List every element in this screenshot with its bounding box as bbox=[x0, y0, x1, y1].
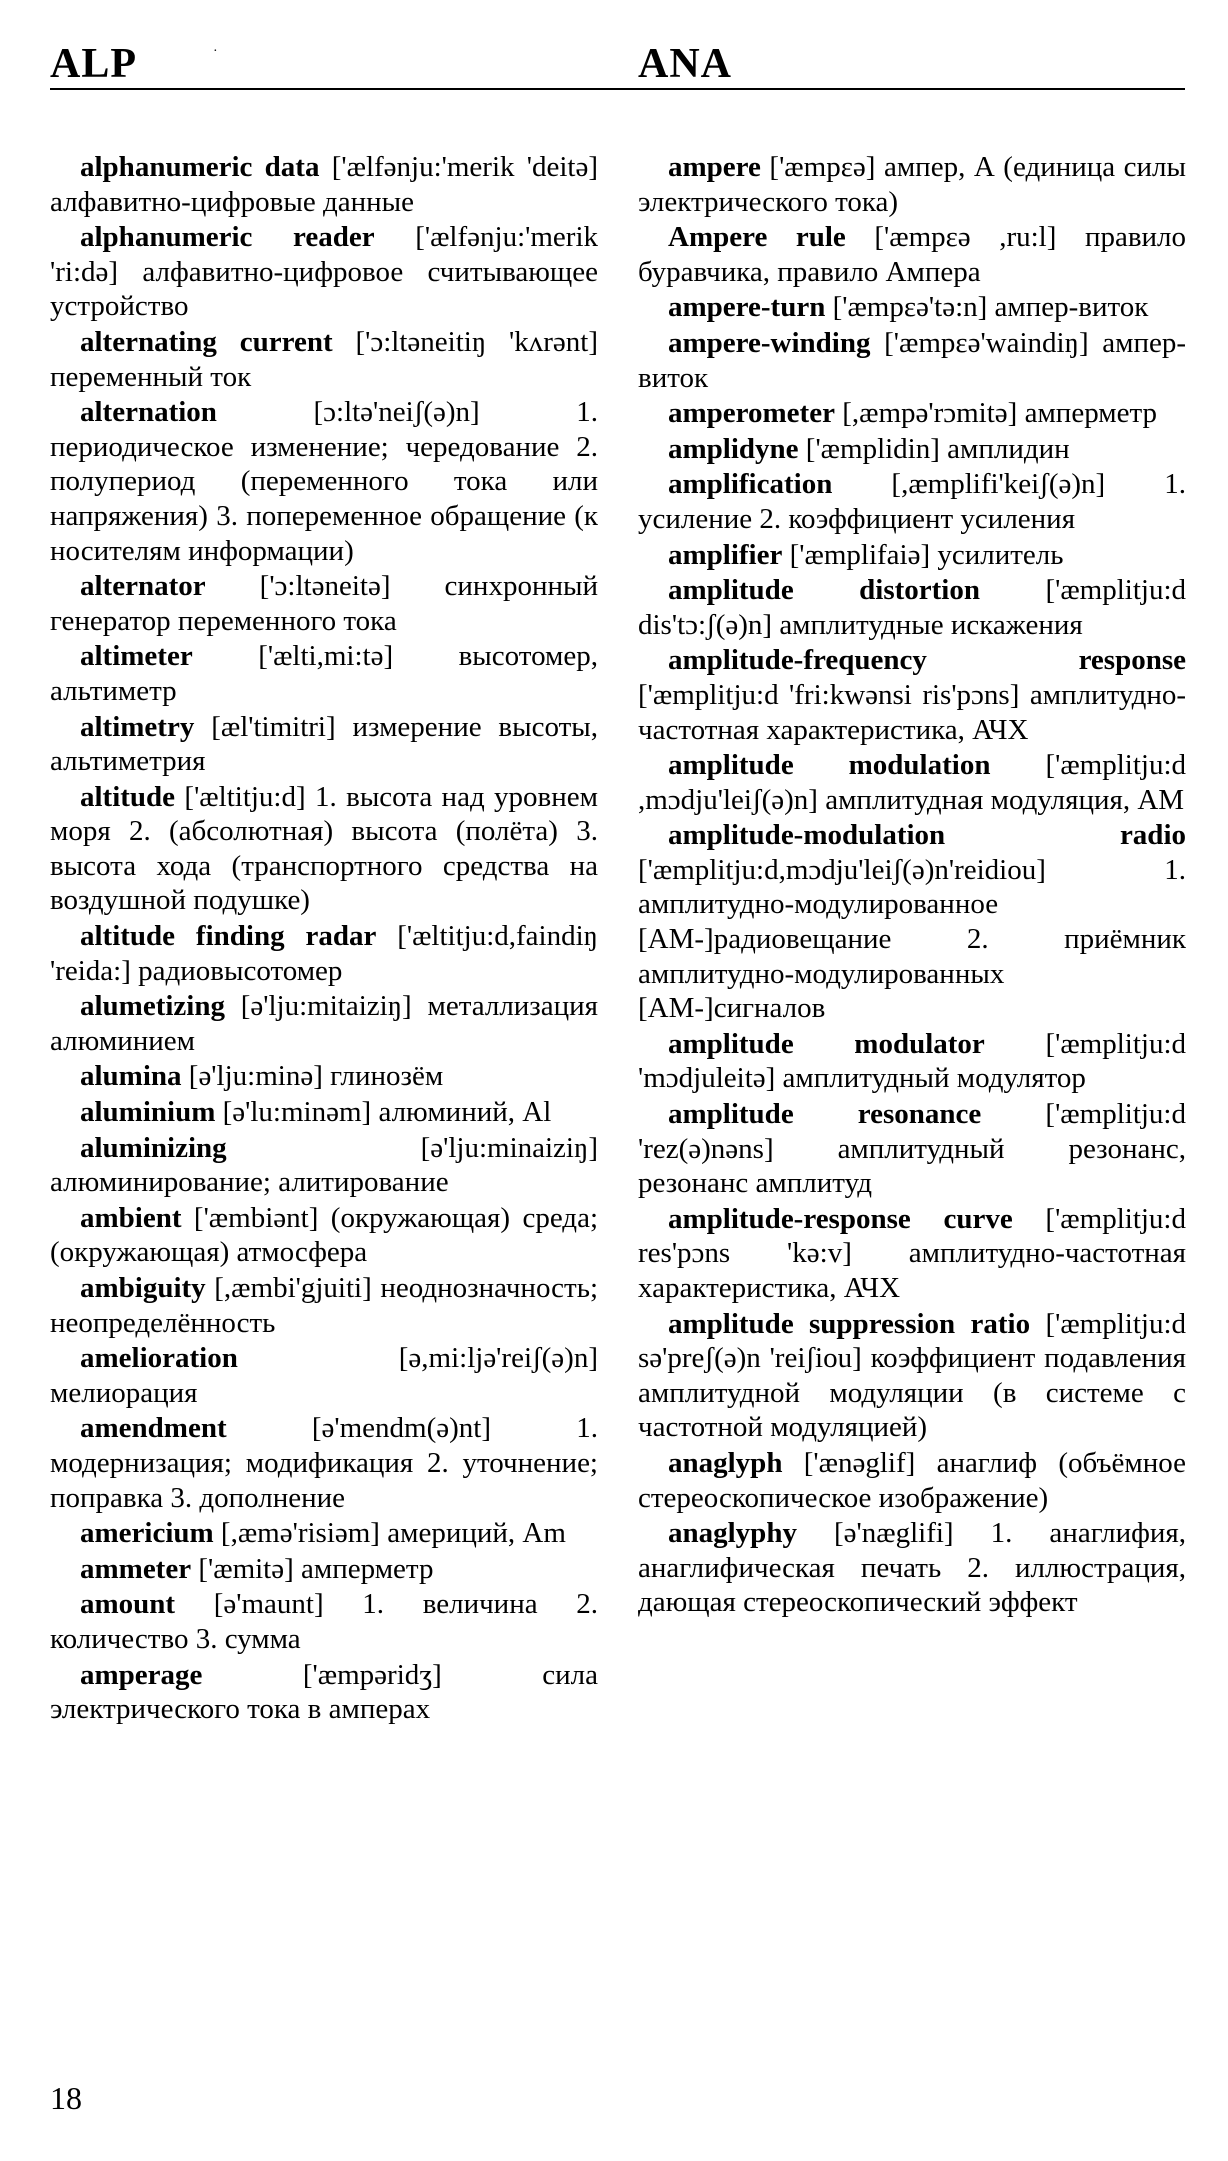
entry-pronunciation: ['æmplitju:d,mɔdju'leiʃ(ə)n'reidiou] bbox=[638, 853, 1046, 886]
entry-pronunciation: ['ɔ:ltəneitə] bbox=[259, 570, 391, 603]
entry-pronunciation: ['ælfənju:'merik 'ri:də] bbox=[50, 221, 598, 288]
page-number: 18 bbox=[50, 2080, 82, 2116]
entry-pronunciation: [ə'lju:mitaiziŋ] bbox=[240, 990, 412, 1023]
stray-dot: · bbox=[213, 44, 218, 59]
dictionary-entry bbox=[638, 818, 1186, 1026]
entry-headword: ampere bbox=[668, 151, 761, 183]
entry-pronunciation: ['æmpεə'tə:n] bbox=[832, 291, 988, 324]
entry-pronunciation: [ə,mi:ljə'reiʃ(ə)n] bbox=[398, 1342, 598, 1375]
entry-pronunciation: [,æmplifi'keiʃ(ə)n] bbox=[891, 468, 1106, 501]
entry-pronunciation: ['æmplitju:d dis'tɔ:ʃ(ə)n] bbox=[638, 574, 1187, 641]
entry-headword: anaglyphy bbox=[668, 1517, 797, 1550]
dictionary-entry bbox=[638, 150, 1186, 219]
entry-pronunciation: [ə'lju:minaiziŋ] bbox=[420, 1131, 598, 1164]
entry-headword: altimeter bbox=[80, 640, 193, 673]
dictionary-entry bbox=[50, 919, 598, 988]
entry-headword: alumetizing bbox=[80, 990, 225, 1023]
entry-headword: alumina bbox=[80, 1060, 182, 1093]
entry-headword: amplitude suppression ratio bbox=[668, 1307, 1031, 1340]
dictionary-entry bbox=[638, 1446, 1186, 1515]
entry-pronunciation: ['æltitju:d,faindiŋ 'reida:] bbox=[50, 920, 599, 987]
dictionary-entry bbox=[50, 150, 598, 219]
entry-headword: amplitude distortion bbox=[668, 574, 980, 607]
entry-definition: радиовысотомер bbox=[138, 954, 343, 987]
dictionary-entry bbox=[50, 1271, 598, 1340]
dictionary-entry bbox=[50, 569, 598, 638]
dictionary-entry bbox=[50, 220, 598, 324]
entry-definition: алюминирование; алитирование bbox=[50, 1166, 449, 1199]
header-left-guide-word: ALP bbox=[50, 41, 137, 87]
dictionary-entry bbox=[50, 395, 598, 568]
entry-headword: altitude finding radar bbox=[80, 920, 377, 953]
entry-definition: правило буравчика, правило Ампера bbox=[638, 221, 1187, 288]
dictionary-entry bbox=[50, 1341, 598, 1410]
entry-definition: ампер-виток bbox=[994, 291, 1149, 324]
entry-definition: 1. усиление 2. коэффициент усиления bbox=[638, 468, 1187, 535]
entry-pronunciation: [ə'næglifi] bbox=[834, 1517, 954, 1550]
dictionary-entry bbox=[50, 1131, 598, 1200]
entry-pronunciation: [ə'maunt] bbox=[213, 1588, 324, 1621]
dictionary-entry bbox=[638, 1027, 1186, 1096]
dictionary-entry bbox=[638, 538, 1186, 573]
entry-definition: 1. величина 2. количество 3. сумма bbox=[50, 1588, 598, 1655]
entry-definition: ампер-виток bbox=[638, 326, 1187, 394]
dictionary-entry bbox=[638, 643, 1186, 747]
entry-pronunciation: ['æmplitju:d res'pɔns 'kə:v] bbox=[638, 1202, 1186, 1270]
dictionary-entry bbox=[50, 710, 598, 779]
dictionary-entry bbox=[50, 989, 598, 1058]
dictionary-entry bbox=[50, 1095, 598, 1130]
entry-definition: глинозём bbox=[330, 1060, 444, 1093]
entry-definition: алфавитно-цифровые данные bbox=[50, 185, 414, 218]
dictionary-entry bbox=[638, 290, 1186, 325]
entry-headword: amperometer bbox=[668, 397, 835, 430]
entry-definition: неоднозначность; неопределённость bbox=[50, 1272, 598, 1339]
dictionary-entry bbox=[50, 780, 598, 918]
entry-definition: 1. амплитудно-модулированное [АМ-]радиовещание 2. приёмник амплитудно-модулированных [АМ-]сигналов bbox=[638, 853, 1186, 1025]
left-column bbox=[50, 150, 598, 1728]
entry-definition: усилитель bbox=[937, 538, 1064, 571]
entry-headword: alphanumeric data bbox=[80, 151, 320, 183]
dictionary-entry bbox=[638, 1516, 1186, 1620]
entry-definition: амперметр bbox=[301, 1552, 434, 1585]
entry-pronunciation: [ə'lju:minə] bbox=[188, 1060, 323, 1093]
entry-headword: amplidyne bbox=[668, 432, 799, 465]
entry-pronunciation: ['æmitə] bbox=[198, 1552, 294, 1585]
entry-definition: измерение высоты, альтиметрия bbox=[50, 710, 599, 778]
entry-headword: amplification bbox=[668, 468, 833, 501]
dictionary-entry bbox=[638, 467, 1186, 536]
dictionary-entry bbox=[50, 1059, 598, 1094]
entry-pronunciation: ['æmplitju:d 'rez(ə)nəns] bbox=[638, 1098, 1186, 1165]
entry-definition: амплитудные искажения bbox=[779, 608, 1083, 641]
entry-definition: 1. модернизация; модификация 2. уточнение; поправка 3. дополнение bbox=[50, 1412, 598, 1514]
entry-definition: коэффициент подавления амплитудной модуляции (в системе с частотной модуляцией) bbox=[638, 1342, 1186, 1444]
entry-pronunciation: ['æmpεə'waindiŋ] bbox=[884, 326, 1089, 359]
entry-headword: ambiguity bbox=[80, 1272, 206, 1304]
entry-definition: америций, Am bbox=[387, 1517, 566, 1550]
entry-definition: (окружающая) среда; (окружающая) атмосфера bbox=[50, 1201, 598, 1269]
entry-pronunciation: ['æmpεə] bbox=[769, 151, 876, 183]
entry-definition: алюминий, Al bbox=[378, 1096, 552, 1129]
entry-definition: высотомер, альтиметр bbox=[50, 640, 598, 707]
entry-pronunciation: [æl'timitri] bbox=[211, 710, 336, 743]
entry-definition: металлизация алюминием bbox=[50, 990, 599, 1057]
entry-headword: anaglyph bbox=[668, 1446, 783, 1479]
dictionary-entry bbox=[638, 1202, 1186, 1306]
entry-headword: amplitude modulator bbox=[668, 1027, 985, 1060]
dictionary-entry bbox=[638, 573, 1186, 642]
entry-pronunciation: [,æmbi'gjuiti] bbox=[214, 1272, 372, 1304]
entry-definition: синхронный генератор переменного тока bbox=[50, 570, 598, 637]
entry-headword: amplitude-frequency response bbox=[668, 644, 1186, 677]
entry-headword: ambient bbox=[80, 1201, 182, 1234]
entry-definition: сила электрического тока в амперах bbox=[50, 1658, 599, 1726]
entry-pronunciation: ['æmplidin] bbox=[805, 432, 940, 465]
dictionary-entry bbox=[638, 396, 1186, 431]
entry-headword: amplitude resonance bbox=[668, 1098, 982, 1131]
entry-headword: alphanumeric reader bbox=[80, 221, 375, 254]
entry-pronunciation: [ɔ:ltə'neiʃ(ə)n] bbox=[313, 396, 480, 429]
entry-definition: амплидин bbox=[947, 432, 1070, 465]
entry-pronunciation: ['æmpəridʒ] bbox=[302, 1658, 442, 1691]
entry-headword: aluminizing bbox=[80, 1131, 227, 1164]
entry-definition: 1. высота над уровнем моря 2. (абсолютная) высота (полёта) 3. высота хода (транспортного средства на воздушной подушке) bbox=[50, 780, 598, 917]
entry-pronunciation: ['æmpεə ,ru:l] bbox=[874, 221, 1057, 254]
entry-headword: amount bbox=[80, 1588, 176, 1621]
dictionary-entry bbox=[50, 1201, 598, 1270]
dictionary-entry bbox=[50, 325, 598, 394]
entry-headword: amelioration bbox=[80, 1342, 238, 1375]
entry-definition: амплитудный модулятор bbox=[782, 1062, 1086, 1095]
entry-headword: amendment bbox=[80, 1412, 227, 1445]
entry-definition: амплитудная модуляция, AM bbox=[825, 783, 1185, 816]
dictionary-entry bbox=[50, 1552, 598, 1587]
entry-pronunciation: [,æmə'risiəm] bbox=[220, 1517, 380, 1550]
entry-pronunciation: ['æmplitju:d sə'preʃ(ə)n 'reiʃiou] bbox=[638, 1307, 1187, 1375]
dictionary-entry bbox=[50, 1587, 598, 1656]
dictionary-entry bbox=[638, 1097, 1186, 1201]
entry-headword: alternation bbox=[80, 396, 217, 429]
entry-definition: мелиорация bbox=[50, 1376, 198, 1409]
entry-headword: amplitude-modulation radio bbox=[668, 819, 1186, 852]
dictionary-entry bbox=[638, 220, 1186, 289]
entry-headword: alternator bbox=[80, 570, 206, 603]
entry-definition: 1. анаглифия, анаглифическая печать 2. иллюстрация, дающая стереоскопический эффект bbox=[638, 1517, 1187, 1619]
entry-headword: altitude bbox=[80, 780, 176, 813]
entry-pronunciation: ['æmplitju:d 'fri:kwənsi ris'pɔns] bbox=[638, 678, 1020, 711]
dictionary-entry bbox=[638, 748, 1186, 817]
entry-definition: анаглиф (объёмное стереоскопическое изображение) bbox=[638, 1446, 1186, 1514]
entry-headword: amperage bbox=[80, 1658, 203, 1691]
entry-headword: amplitude-response curve bbox=[668, 1202, 1013, 1235]
entry-pronunciation: [ə'lu:minəm] bbox=[222, 1096, 372, 1129]
entry-pronunciation: ['æmplitju:d 'mɔdjuleitə] bbox=[638, 1027, 1187, 1095]
entry-definition: алфавитно-цифровое считывающее устройство bbox=[50, 255, 598, 323]
entry-pronunciation: ['ælfənju:'merik 'deitə] bbox=[331, 151, 599, 183]
entry-definition: ампер, А (единица силы электрического тока) bbox=[638, 151, 1187, 218]
entry-headword: ammeter bbox=[80, 1552, 192, 1585]
entry-pronunciation: ['æltitju:d] bbox=[184, 780, 306, 813]
entry-definition: амплитудно-частотная характеристика, АЧХ bbox=[638, 678, 1187, 746]
entry-headword: ampere-turn bbox=[668, 291, 826, 324]
header-right-guide-word: ANA bbox=[638, 41, 732, 87]
entry-headword: altimetry bbox=[80, 710, 195, 743]
entry-headword: alternating current bbox=[80, 325, 333, 358]
right-column bbox=[638, 150, 1186, 1621]
dictionary-entry bbox=[638, 1307, 1186, 1445]
entry-headword: aluminium bbox=[80, 1096, 216, 1129]
dictionary-entry bbox=[50, 1411, 598, 1515]
entry-definition: амперметр bbox=[1024, 397, 1158, 430]
dictionary-entry bbox=[638, 432, 1186, 467]
entry-pronunciation: [ə'mendm(ə)nt] bbox=[311, 1412, 491, 1445]
dictionary-entry bbox=[50, 1658, 598, 1727]
entry-pronunciation: ['ænəglif] bbox=[803, 1446, 916, 1479]
entry-pronunciation: ['æmplitju:d ,mɔdju'leiʃ(ə)n] bbox=[638, 749, 1187, 816]
entry-definition: 1. периодическое изменение; чередование 2. полупериод (переменного тока или напряжения) 3. попеременное обращение (к носителям информации) bbox=[50, 396, 599, 567]
entry-pronunciation: ['ælti,mi:tə] bbox=[258, 640, 394, 673]
entry-pronunciation: [,æmpə'rɔmitə] bbox=[842, 397, 1018, 430]
entry-definition: амплитудный резонанс, резонанс амплитуд bbox=[638, 1132, 1186, 1200]
entry-headword: ampere-winding bbox=[668, 326, 871, 359]
entry-definition: переменный ток bbox=[50, 360, 252, 393]
header-rule bbox=[50, 88, 1185, 90]
dictionary-entry bbox=[638, 326, 1186, 395]
entry-pronunciation: ['ɔ:ltəneitiŋ 'kʌrənt] bbox=[355, 325, 598, 358]
entry-definition: амплитудно-частотная характеристика, АЧХ bbox=[638, 1237, 1186, 1304]
entry-pronunciation: ['æmplifaiə] bbox=[789, 538, 931, 571]
dictionary-entry bbox=[50, 1516, 598, 1551]
dictionary-entry bbox=[50, 639, 598, 708]
entry-pronunciation: ['æmbiənt] bbox=[193, 1201, 319, 1234]
entry-headword: americium bbox=[80, 1517, 214, 1550]
entry-headword: amplitude modulation bbox=[668, 749, 991, 782]
entry-headword: Ampere rule bbox=[668, 221, 846, 254]
entry-headword: amplifier bbox=[668, 538, 783, 571]
